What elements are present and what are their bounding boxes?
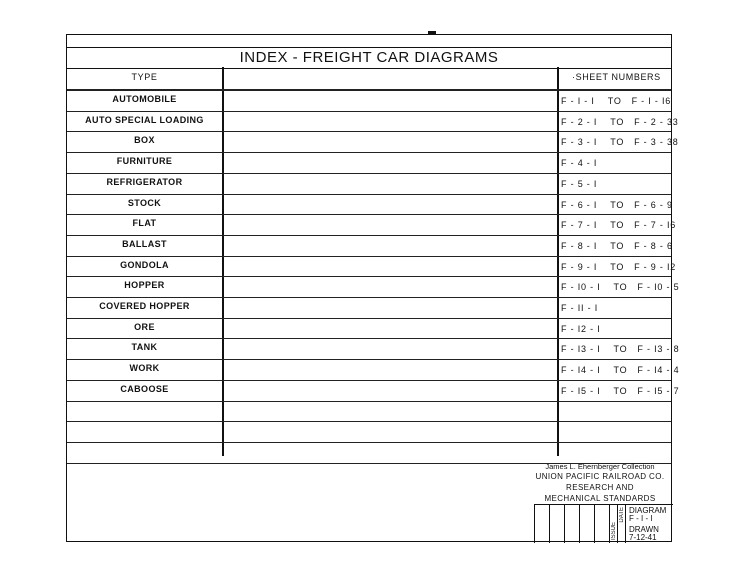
car-type-cell: AUTO SPECIAL LOADING (85, 114, 204, 125)
car-type-cell: CABOOSE (120, 383, 169, 394)
department-line-1: RESEARCH AND (566, 483, 634, 492)
sheet-numbers-cell: F - 5 - I (561, 178, 598, 189)
sheet-numbers-cell: F - I3 - I TO F - I3 - 8 (561, 344, 680, 355)
sheet-numbers-cell: F - I4 - I TO F - I4 - 4 (561, 365, 680, 376)
row-rule (67, 173, 671, 174)
car-type-cell: AUTOMOBILE (112, 94, 177, 104)
sheet-numbers-cell: F - II - I (561, 303, 598, 313)
page-title: INDEX - FREIGHT CAR DIAGRAMS (67, 47, 671, 69)
diagram-sheet (66, 34, 680, 542)
row-rule (67, 318, 671, 319)
sheet-numbers-header: ·SHEET NUMBERS (572, 72, 661, 82)
car-type-cell: BALLAST (122, 238, 167, 249)
sheet-numbers-cell: F - I0 - I TO F - I0 - 5 (561, 282, 680, 293)
issue-label: ISSUE (611, 522, 617, 541)
sheet-numbers-cell: F - I - I TO F - I - I6 (561, 96, 672, 106)
sheet-numbers-cell: F - 2 - I TO F - 2 - 33 (561, 116, 679, 127)
sheet-numbers-cell: F - 8 - I TO F - 8 - 6 (561, 240, 673, 251)
sheet-numbers-cell: F - 4 - I (561, 158, 598, 169)
sheet-numbers-cell: F - 9 - I TO F - 9 - I2 (561, 261, 677, 272)
car-type-cell: BOX (134, 135, 155, 146)
car-type-cell: ORE (134, 321, 155, 332)
department-line-2: MECHANICAL STANDARDS (544, 494, 656, 503)
row-rule (67, 338, 671, 339)
sheet-numbers-cell: F - 7 - I TO F - 7 - I6 (561, 220, 677, 231)
row-rule (67, 359, 671, 360)
row-rule (67, 214, 671, 215)
row-rule (67, 380, 671, 381)
sheet-numbers-cell: F - I5 - I TO F - I5 - 7 (561, 385, 680, 396)
title-block (534, 504, 673, 543)
row-rule (67, 421, 671, 422)
sheet-numbers-cell: F - 3 - I TO F - 3 - 38 (561, 137, 679, 148)
sheet-numbers-cell: F - 6 - I TO F - 6 - 9 (561, 199, 673, 210)
row-rule (67, 401, 671, 402)
car-type-cell: FLAT (132, 218, 157, 229)
car-type-cell: COVERED HOPPER (99, 301, 190, 311)
car-type-cell: REFRIGERATOR (106, 176, 183, 187)
row-rule (67, 256, 671, 257)
row-rule (67, 194, 671, 195)
type-header: TYPE (131, 72, 158, 82)
car-type-cell: TANK (131, 342, 158, 353)
car-type-cell: HOPPER (124, 280, 165, 291)
column-divider-type (222, 67, 224, 456)
row-rule (67, 297, 671, 298)
date-label: DATE (619, 507, 625, 523)
car-type-cell: STOCK (127, 197, 162, 208)
sheet-numbers-cell: F - I2 - I (561, 323, 601, 334)
drawn-label: DRAWN (629, 525, 659, 534)
column-divider-sheets (557, 67, 559, 456)
row-rule (67, 152, 671, 153)
row-rule (67, 111, 671, 112)
diagram-label: DIAGRAM (629, 506, 667, 515)
row-rule (67, 442, 671, 443)
collection-credit: James L. Ehernberger Collection (545, 462, 655, 471)
car-type-cell: GONDOLA (120, 259, 169, 270)
row-rule (67, 276, 671, 277)
company-name: UNION PACIFIC RAILROAD CO. (535, 472, 665, 481)
car-type-cell: FURNITURE (116, 156, 173, 167)
row-rule (67, 235, 671, 236)
row-rule (67, 131, 671, 132)
car-type-cell: WORK (129, 363, 160, 374)
diagram-number: F - I - I (629, 514, 653, 523)
drawn-date: 7-12-41 (629, 533, 657, 542)
header-rule (67, 89, 671, 91)
